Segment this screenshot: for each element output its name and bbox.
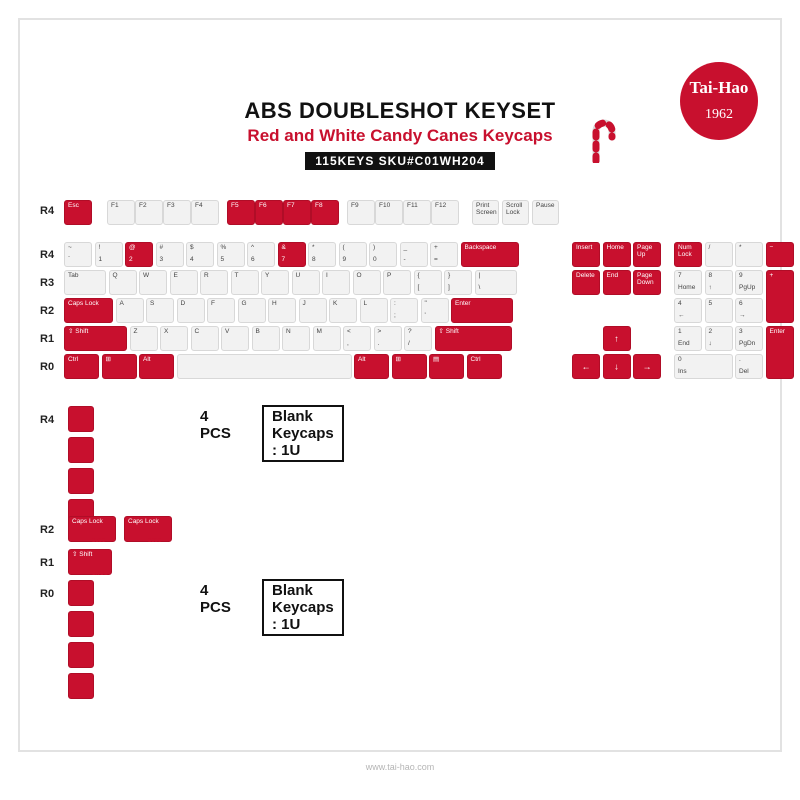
keycap-pause[interactable] xyxy=(532,200,559,225)
keycap-f7[interactable] xyxy=(283,200,311,225)
keycap-legend: Ctrl xyxy=(68,356,79,363)
keycap-numpad-0[interactable] xyxy=(674,354,733,379)
keycap-number[interactable] xyxy=(125,242,153,267)
row-label-r0: R0 xyxy=(40,361,55,373)
keycap-legend-bottom: Del xyxy=(739,368,749,376)
product-card-frame xyxy=(18,18,786,752)
keycap-legend: F xyxy=(211,300,215,307)
footer-url: www.tai-hao.com xyxy=(365,762,435,772)
keycap-number[interactable] xyxy=(430,242,458,267)
keycap-letter[interactable] xyxy=(475,270,517,295)
keycap-legend: Delete xyxy=(576,272,595,279)
keycap-legend: I xyxy=(326,272,328,279)
keycap-letter[interactable] xyxy=(116,298,144,323)
keycap-letter[interactable] xyxy=(207,298,235,323)
keycap-legend-bottom: 1 xyxy=(98,256,103,264)
spec-3800: 3800 xyxy=(92,538,106,544)
keycap-letter[interactable] xyxy=(238,298,266,323)
blank-b-pcs: 4 PCS xyxy=(200,582,231,616)
keycap-legend: G xyxy=(241,300,247,307)
keycap-legend: ⇧ Shift xyxy=(68,328,89,335)
spec-175u: 1.75U xyxy=(92,571,109,577)
keycap-legend-bottom: . xyxy=(377,340,380,348)
keycap-number[interactable] xyxy=(156,242,184,267)
keycap-arrow-down[interactable] xyxy=(603,354,631,379)
keycap-f3[interactable] xyxy=(163,200,191,225)
keycap-letter[interactable] xyxy=(177,298,205,323)
keycap-letter[interactable] xyxy=(292,270,320,295)
keycap-legend-bottom: , xyxy=(347,340,349,348)
keycap-legend: F2 xyxy=(139,202,147,209)
keycap-grid xyxy=(64,192,784,392)
keycap-legend: Esc xyxy=(68,202,79,209)
keycap-legend: Print Screen xyxy=(476,202,497,216)
keycap-letter[interactable] xyxy=(200,270,228,295)
keycap-arrow-left[interactable] xyxy=(572,354,600,379)
keycap-ctrl[interactable] xyxy=(64,354,99,379)
keycap-legend-top: ~ xyxy=(68,244,72,251)
keycap-legend: Caps Lock xyxy=(68,300,99,307)
keycap-legend-bottom: - xyxy=(403,256,406,264)
keycap-legend: T xyxy=(234,272,239,279)
keycap-page-down[interactable] xyxy=(633,270,661,295)
keycap-legend-top: " xyxy=(424,300,427,307)
keycap-legend: Insert xyxy=(576,244,593,251)
keycap-legend-bottom: → xyxy=(739,312,746,320)
keycap-legend-bottom: ' xyxy=(424,312,426,320)
keycap-legend-bottom: PgUp xyxy=(739,284,756,292)
keycap-legend-top: < xyxy=(347,328,351,335)
keycap-numpad-plus[interactable] xyxy=(766,270,794,323)
keycap-legend-bottom: ] xyxy=(448,284,450,292)
row-label-r1: R1 xyxy=(40,333,55,345)
keycap-letter[interactable] xyxy=(444,270,472,295)
keycap-legend-bottom: PgDn xyxy=(739,340,756,348)
keycap-number[interactable] xyxy=(369,242,397,267)
keycap-legend: Z xyxy=(133,328,138,335)
keycap-letter[interactable] xyxy=(109,270,137,295)
keycap-number[interactable] xyxy=(95,242,123,267)
keycap-legend-top: . xyxy=(739,356,741,363)
keycap-legend-bottom: ↓ xyxy=(708,340,712,348)
keycap-legend-bottom: 5 xyxy=(220,256,225,264)
keycap-legend: S xyxy=(150,300,155,307)
keycap-legend-bottom: 4 xyxy=(190,256,194,264)
keycap-letter[interactable] xyxy=(191,326,219,351)
keycap-numpad-8[interactable] xyxy=(705,270,733,295)
keycap-legend-top: + xyxy=(434,244,438,251)
keycap-legend: F4 xyxy=(195,202,203,209)
keycap-menu[interactable] xyxy=(429,354,464,379)
keycap-legend-top: 8 xyxy=(708,272,713,279)
keycap-legend-bottom: End xyxy=(678,340,690,348)
keycap-scroll-lock[interactable] xyxy=(502,200,529,225)
keycap-legend: ▤ xyxy=(433,356,440,363)
keycap-legend-top: ! xyxy=(98,244,101,251)
keycap-legend-top: ( xyxy=(342,244,345,251)
keycap-legend: L xyxy=(363,300,368,307)
keycap-numpad-divide[interactable] xyxy=(705,242,733,267)
keycap-legend-top: 0 xyxy=(678,356,682,363)
keycap-legend-top: & xyxy=(281,244,286,251)
brand-year: 1962 xyxy=(705,107,733,123)
blank-a-pcs: 4 PCS xyxy=(200,408,231,442)
keycap-right-shift[interactable] xyxy=(435,326,512,351)
keycap-letter[interactable] xyxy=(414,270,442,295)
row-label-r4-fn: R4 xyxy=(40,205,55,217)
keycap-ctrl[interactable] xyxy=(467,354,502,379)
keycap-f2[interactable] xyxy=(135,200,163,225)
keycap-legend: N xyxy=(286,328,291,335)
keycap-legend: W xyxy=(143,272,150,279)
keycap-legend: Home xyxy=(606,244,624,251)
keycap-legend: J xyxy=(302,300,306,307)
keycap-legend: P xyxy=(387,272,392,279)
product-subtitle: Red and White Candy Canes Keycaps xyxy=(247,126,553,145)
keycap-legend-top: | xyxy=(478,272,481,279)
keycap-letter[interactable] xyxy=(421,298,449,323)
keycap-legend-bottom: ` xyxy=(68,256,71,264)
keycap-numpad-decimal[interactable] xyxy=(735,354,763,379)
blank-keycap[interactable] xyxy=(68,642,94,668)
keycap-legend-top: } xyxy=(448,272,451,279)
keycap-legend: Enter xyxy=(769,328,786,335)
keycap-page-up[interactable] xyxy=(633,242,661,267)
keycap-space[interactable] xyxy=(177,354,352,379)
keycap-caps-lock[interactable] xyxy=(64,298,113,323)
keycap-legend-top: 7 xyxy=(678,272,682,279)
keycap-legend: ← xyxy=(581,360,591,371)
keycap-numpad-4[interactable] xyxy=(674,298,702,323)
keycap-letter[interactable] xyxy=(231,270,259,295)
keycap-legend: − xyxy=(769,244,774,251)
keycap-letter[interactable] xyxy=(170,270,198,295)
keycap-legend-top: @ xyxy=(129,244,136,251)
keycap-numpad-1[interactable] xyxy=(674,326,702,351)
keycap-legend: V xyxy=(225,328,230,335)
keycap-numpad-9[interactable] xyxy=(735,270,763,295)
keycap-legend: C xyxy=(194,328,200,335)
keycap-legend-bottom: Home xyxy=(678,284,696,292)
keycap-numpad-2[interactable] xyxy=(705,326,733,351)
keycap-letter[interactable] xyxy=(146,298,174,323)
keycap-letter[interactable] xyxy=(390,298,418,323)
keycap-f5[interactable] xyxy=(227,200,255,225)
keycap-delete[interactable] xyxy=(572,270,600,295)
keycap-esc[interactable] xyxy=(64,200,92,225)
keycap-number[interactable] xyxy=(339,242,367,267)
keycap-numpad-multiply[interactable] xyxy=(735,242,763,267)
keycap-enter[interactable] xyxy=(451,298,513,323)
keyboard-layout xyxy=(40,192,786,392)
keycap-letter[interactable] xyxy=(322,270,350,295)
keycap-number[interactable] xyxy=(186,242,214,267)
keycap-legend-top: 9 xyxy=(739,272,743,279)
product-title: ABS DOUBLESHOT KEYSET xyxy=(244,98,556,123)
keycap-legend-bottom: [ xyxy=(417,284,420,292)
keycap-legend: H xyxy=(272,300,277,307)
keycap-legend: F9 xyxy=(351,202,359,209)
keycap-legend: Page Up xyxy=(637,244,653,258)
blank-keycap[interactable] xyxy=(68,406,94,432)
keycap-legend: R xyxy=(204,272,209,279)
keycap-legend: * xyxy=(739,244,742,251)
keycap-legend: F5 xyxy=(231,202,239,209)
shift-label: ⇧ Shift xyxy=(72,551,93,558)
keycap-insert[interactable] xyxy=(572,242,600,267)
row-label-blank-a: R4 xyxy=(40,414,55,426)
keycap-legend: Alt xyxy=(358,356,366,363)
keycap-legend-bottom: = xyxy=(434,256,438,264)
keycap-letter[interactable] xyxy=(299,298,327,323)
keycap-legend: F12 xyxy=(435,202,447,209)
keycap-legend-top: _ xyxy=(403,244,408,251)
keycap-legend-top: Backspace xyxy=(464,244,497,251)
keycap-legend-top: { xyxy=(417,272,420,279)
keycap-legend-bottom: 8 xyxy=(312,256,316,264)
blank-keycap[interactable] xyxy=(68,437,94,463)
keycap-num-lock[interactable] xyxy=(674,242,702,267)
keycap-f9[interactable] xyxy=(347,200,375,225)
keycap-letter[interactable] xyxy=(360,298,388,323)
caps-lock-label: Caps Lock xyxy=(128,518,159,525)
keycap-win[interactable] xyxy=(102,354,137,379)
keycap-legend-bottom: / xyxy=(408,340,410,348)
keycap-number[interactable] xyxy=(217,242,245,267)
keycap-legend: ↓ xyxy=(614,360,619,371)
keycap-legend-bottom: 3 xyxy=(159,256,164,264)
keycap-alt[interactable] xyxy=(354,354,389,379)
row-label-blank-b: R0 xyxy=(40,588,55,600)
keycap-legend-top: 2 xyxy=(708,328,713,335)
keycap-legend-top: 5 xyxy=(708,300,713,307)
keycap-number[interactable] xyxy=(278,242,306,267)
keycap-home[interactable] xyxy=(603,242,631,267)
keycap-legend-bottom: 2 xyxy=(129,256,133,264)
keycap-legend: Pause xyxy=(536,202,555,209)
keycap-legend: Page Down xyxy=(637,272,654,286)
keycap-legend-bottom: \ xyxy=(478,284,481,292)
keycap-arrow-up[interactable] xyxy=(603,326,631,351)
keycap-legend: Scroll Lock xyxy=(506,202,523,216)
keycap-legend: + xyxy=(769,272,774,279)
keycap-legend-top: ) xyxy=(373,244,376,251)
caps-lock-label: Caps Lock xyxy=(72,518,103,525)
row-label-spec-r2: R2 xyxy=(40,524,55,536)
keycap-letter[interactable] xyxy=(160,326,188,351)
keycap-number[interactable] xyxy=(247,242,275,267)
keycap-numpad-3[interactable] xyxy=(735,326,763,351)
keycap-letter[interactable] xyxy=(343,326,371,351)
keycap-legend: / xyxy=(708,244,711,251)
keycap-letter[interactable] xyxy=(353,270,381,295)
keycap-legend: F1 xyxy=(111,202,119,209)
keycap-legend: Tab xyxy=(68,272,79,279)
keycap-letter[interactable] xyxy=(139,270,167,295)
keycap-f10[interactable] xyxy=(375,200,403,225)
keycap-f8[interactable] xyxy=(311,200,339,225)
keycap-legend: X xyxy=(164,328,169,335)
keycap-legend-top: 6 xyxy=(739,300,743,307)
keycap-legend: ⇧ Shift xyxy=(438,328,459,335)
keycap-numpad-7[interactable] xyxy=(674,270,702,295)
keycap-number[interactable] xyxy=(400,242,428,267)
keycap-legend-bottom: ; xyxy=(394,312,396,320)
keycap-legend-bottom: ↑ xyxy=(708,284,712,292)
keycap-legend: E xyxy=(173,272,178,279)
keycap-legend: Y xyxy=(265,272,270,279)
keycap-letter[interactable] xyxy=(268,298,296,323)
keycap-legend-top: % xyxy=(220,244,227,251)
keycap-letter[interactable] xyxy=(404,326,432,351)
keycap-legend: Q xyxy=(112,272,118,279)
keycap-legend: Num Lock xyxy=(678,244,692,258)
keycap-legend: ⊞ xyxy=(105,356,111,363)
keycap-numpad-minus[interactable] xyxy=(766,242,794,267)
keycap-f11[interactable] xyxy=(403,200,431,225)
keycap-legend: ⊞ xyxy=(395,356,401,363)
keycap-letter[interactable] xyxy=(282,326,310,351)
keycap-legend: B xyxy=(255,328,260,335)
keycap-win[interactable] xyxy=(392,354,427,379)
row-label-r3: R3 xyxy=(40,277,55,289)
keycap-legend-top: 3 xyxy=(739,328,743,335)
row-label-r4-num: R4 xyxy=(40,249,55,261)
keycap-number[interactable] xyxy=(308,242,336,267)
keycap-letter[interactable] xyxy=(374,326,402,351)
blank-keycap[interactable] xyxy=(68,468,94,494)
keycap-f6[interactable] xyxy=(255,200,283,225)
spec-3000: 3000 xyxy=(148,538,162,544)
keycap-legend-top: # xyxy=(159,244,164,251)
keycap-legend-bottom: 7 xyxy=(281,256,286,264)
candy-cane-icon xyxy=(586,115,622,163)
title-block xyxy=(20,98,780,170)
keycap-legend-bottom: 0 xyxy=(373,256,377,264)
blank-keycap[interactable] xyxy=(68,673,94,699)
keycap-letter[interactable] xyxy=(221,326,249,351)
keycap-legend: F3 xyxy=(167,202,175,209)
keycap-legend-bottom: 6 xyxy=(251,256,255,264)
keycap-legend: A xyxy=(119,300,124,307)
keycap-legend: Ctrl xyxy=(470,356,481,363)
keycap-legend: M xyxy=(316,328,322,335)
keycap-legend: F7 xyxy=(287,202,295,209)
keycap-legend: K xyxy=(333,300,338,307)
keycap-legend: O xyxy=(356,272,362,279)
keycap-letter[interactable] xyxy=(383,270,411,295)
keycap-legend-top: 1 xyxy=(678,328,682,335)
row-label-r2: R2 xyxy=(40,305,55,317)
keycap-legend-bottom: Ins xyxy=(678,368,687,376)
keycap-legend: F8 xyxy=(315,202,323,209)
row-label-spec-r1: R1 xyxy=(40,557,55,569)
keycap-legend-top: > xyxy=(377,328,382,335)
keycap-left-shift[interactable] xyxy=(64,326,127,351)
keycap-legend: Alt xyxy=(143,356,151,363)
keycap-legend-top: 4 xyxy=(678,300,682,307)
keycap-alt[interactable] xyxy=(139,354,174,379)
keycap-number[interactable] xyxy=(64,242,92,267)
keycap-numpad-enter[interactable] xyxy=(766,326,794,379)
keycap-f4[interactable] xyxy=(191,200,219,225)
keycap-print-screen[interactable] xyxy=(472,200,499,225)
keycap-letter[interactable] xyxy=(130,326,158,351)
keycap-legend: F11 xyxy=(407,202,418,209)
brand-name: Tai-Hao xyxy=(689,78,749,98)
blank-a-label: Blank Keycaps : 1U xyxy=(262,405,344,462)
keycap-legend-bottom: ← xyxy=(678,312,685,320)
keycap-legend: U xyxy=(295,272,301,279)
keycap-arrow-right[interactable] xyxy=(633,354,661,379)
keycap-letter[interactable] xyxy=(252,326,280,351)
keycap-legend-top: * xyxy=(312,244,315,251)
keycap-legend-top: : xyxy=(394,300,396,307)
keycap-tab[interactable] xyxy=(64,270,106,295)
keycap-legend-top: ? xyxy=(408,328,412,335)
keycap-legend: D xyxy=(180,300,186,307)
keycap-f12[interactable] xyxy=(431,200,459,225)
keycap-letter[interactable] xyxy=(329,298,357,323)
keycap-legend: Enter xyxy=(455,300,471,307)
keycap-f1[interactable] xyxy=(107,200,135,225)
keycap-legend-top: ^ xyxy=(251,244,255,251)
blank-b-label: Blank Keycaps : 1U xyxy=(262,579,344,636)
keycap-legend-bottom: 9 xyxy=(342,256,347,264)
blank-keycap[interactable] xyxy=(68,580,94,606)
blank-keycap[interactable] xyxy=(68,611,94,637)
keycap-backspace[interactable] xyxy=(461,242,520,267)
keycap-legend: ↑ xyxy=(614,332,619,343)
keycap-legend-top: $ xyxy=(190,244,194,251)
keycap-legend: F6 xyxy=(259,202,267,209)
sku-badge: 115KEYS SKU#C01WH204 xyxy=(305,152,494,170)
keycap-legend: End xyxy=(606,272,619,279)
keycap-letter[interactable] xyxy=(313,326,341,351)
keycap-numpad-6[interactable] xyxy=(735,298,763,323)
keycap-numpad-5[interactable] xyxy=(705,298,733,323)
keycap-legend: F10 xyxy=(379,202,391,209)
keycap-end[interactable] xyxy=(603,270,631,295)
keycap-letter[interactable] xyxy=(261,270,289,295)
keycap-legend: → xyxy=(642,360,652,371)
